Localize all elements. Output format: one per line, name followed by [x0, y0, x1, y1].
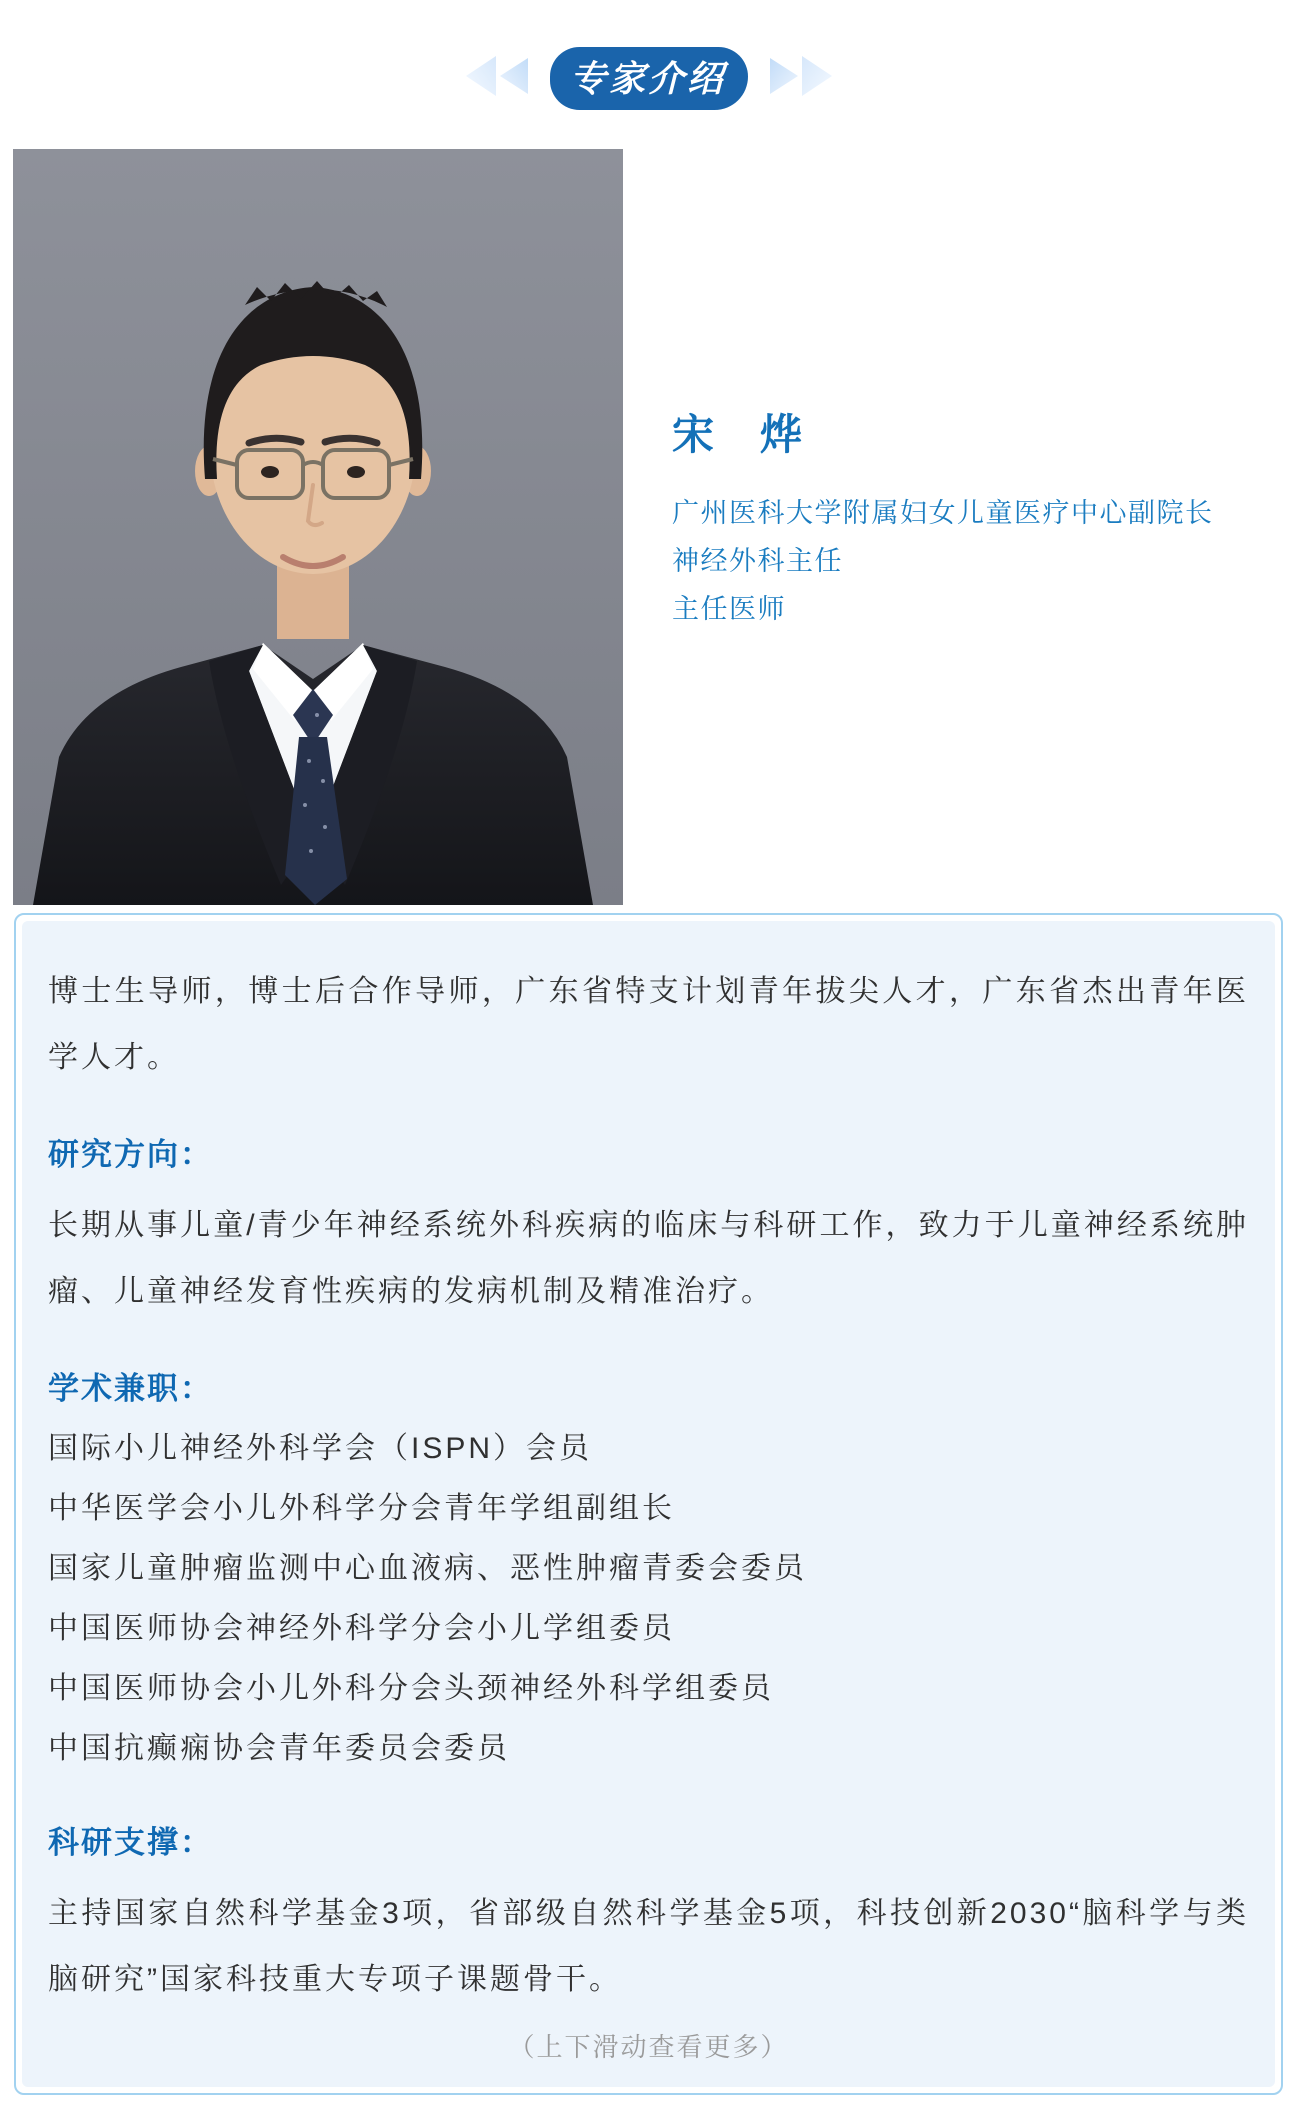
profile-info [672, 408, 1272, 633]
list-item: 中国医师协会小儿外科分会头颈神经外科学组委员 [48, 1672, 774, 1705]
heading-research-direction: 研究方向： [48, 1137, 213, 1172]
section-title-badge [550, 47, 748, 110]
header [0, 40, 1298, 116]
research-direction-text: 长期从事儿童/青少年神经系统外科疾病的临床与科研工作，致力于儿童神经系统肿瘤、儿童神经发育性疾病的发病机制及精准治疗。 [48, 1209, 1249, 1308]
heading-research-support: 科研支撑： [48, 1825, 213, 1860]
list-item: 国际小儿神经外科学会（ISPN）会员 [48, 1432, 593, 1465]
bio-scroll-panel[interactable] [22, 921, 1275, 2087]
bio-intro: 博士生导师，博士后合作导师，广东省特支计划青年拔尖人才，广东省杰出青年医学人才。 [48, 975, 1249, 1074]
heading-academic-positions: 学术兼职： [48, 1371, 213, 1406]
portrait-photo [13, 149, 623, 905]
chevrons-left-icon [466, 56, 528, 101]
scroll-hint: （上下滑动查看更多） [508, 2032, 789, 2062]
list-item: 国家儿童肿瘤监测中心血液病、恶性肿瘤青委会委员 [48, 1552, 807, 1585]
expert-title-2: 神经外科主任 [672, 545, 843, 576]
expert-title-3: 主任医师 [672, 593, 786, 624]
research-support-text: 主持国家自然科学基金3项，省部级自然科学基金5项，科技创新2030“脑科学与类脑研究”国家科技重大专项子课题骨干。 [48, 1897, 1249, 1996]
expert-title-1: 广州医科大学附属妇女儿童医疗中心副院长 [672, 497, 1214, 528]
list-item: 中国医师协会神经外科学分会小儿学组委员 [48, 1612, 675, 1645]
list-item: 中华医学会小儿外科学分会青年学组副组长 [48, 1492, 675, 1525]
academic-positions-list [48, 1419, 1249, 1779]
list-item: 中国抗癫痫协会青年委员会委员 [48, 1732, 510, 1765]
expert-name: 宋 烨 [672, 411, 805, 458]
bio-card [14, 913, 1283, 2095]
chevrons-right-icon [770, 56, 832, 101]
section-title: 专家介绍 [569, 57, 726, 99]
